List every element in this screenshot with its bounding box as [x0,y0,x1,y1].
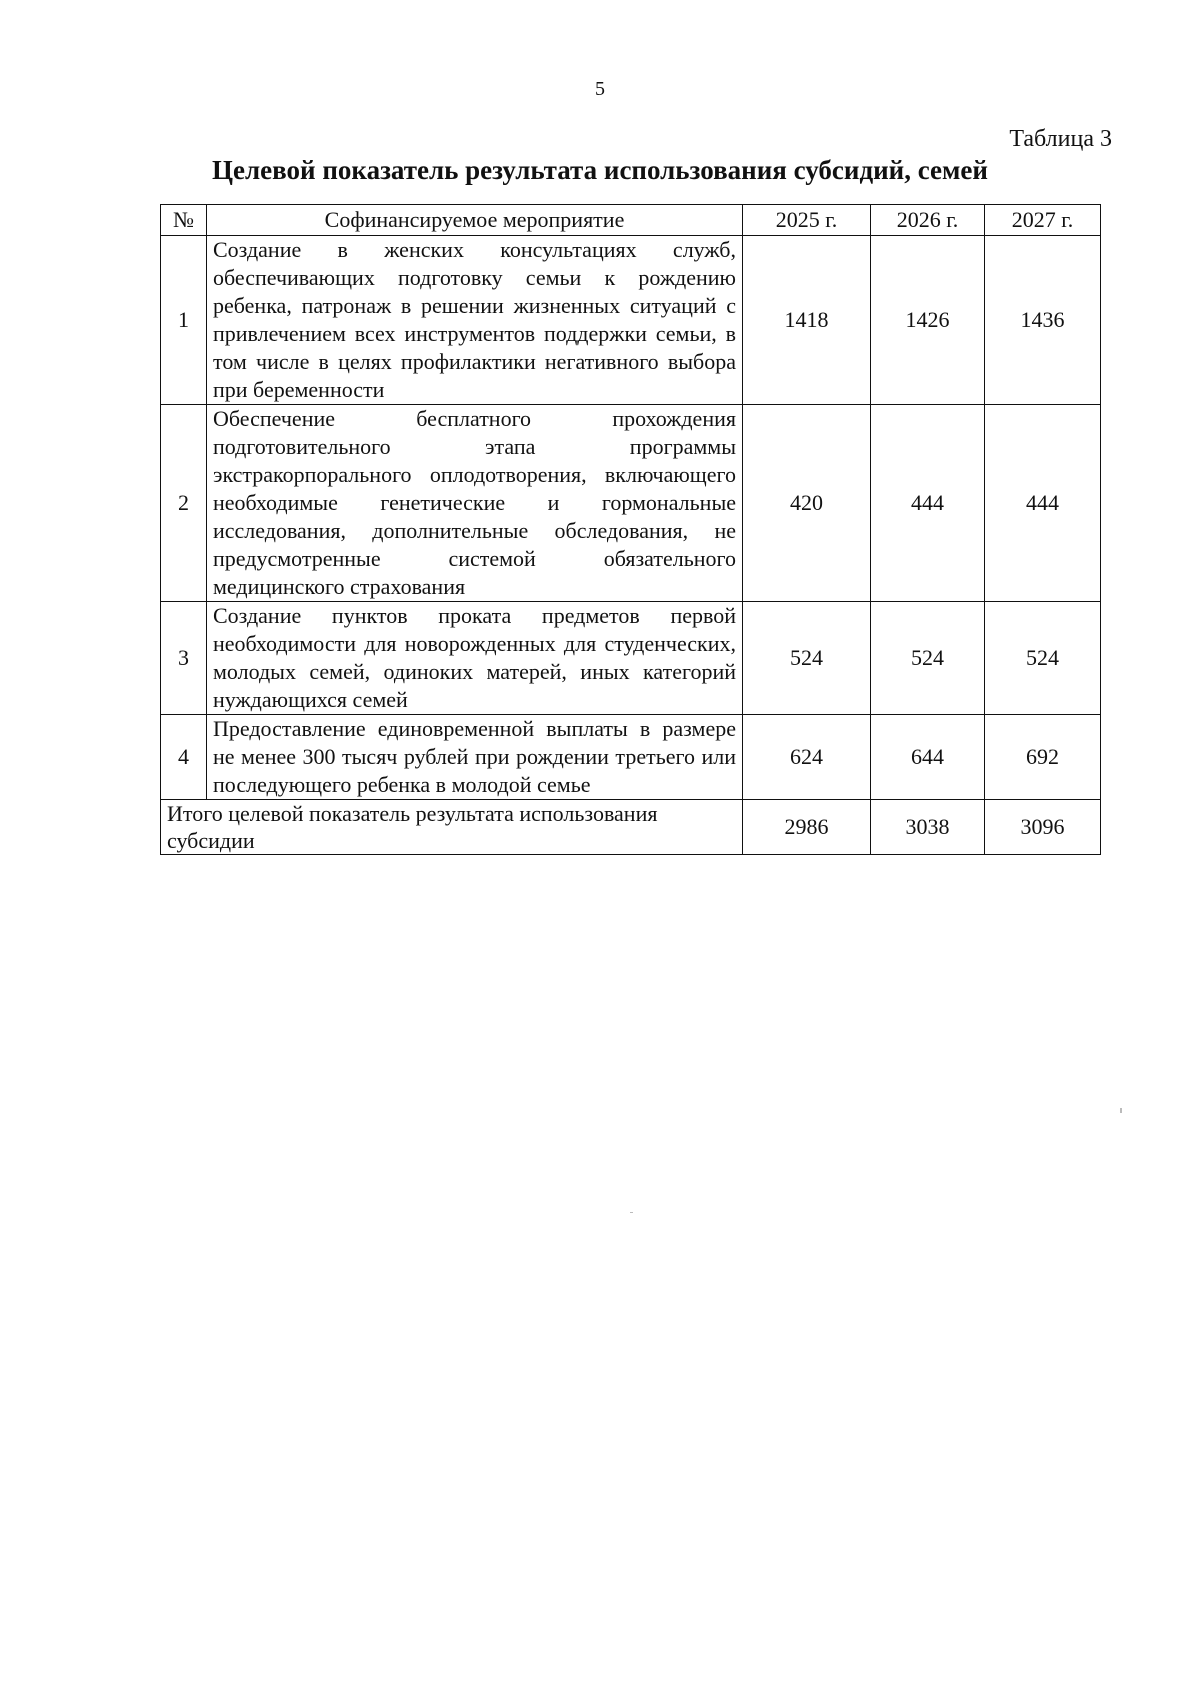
table-row [161,715,1101,800]
row-number: 2 [161,405,207,602]
row-value-2027: 692 [985,715,1101,800]
scan-speck [630,1212,633,1213]
row-number: 1 [161,236,207,405]
header-year-2027: 2027 г. [985,205,1101,236]
total-label: Итого целевой показатель результата использования субсидии [161,800,743,855]
total-value-2025: 2986 [743,800,871,855]
table-row [161,602,1101,715]
header-number: № [161,205,207,236]
table-header-row [161,205,1101,236]
page-number: 5 [595,78,605,100]
row-value-2026: 1426 [871,236,985,405]
row-value-2025: 420 [743,405,871,602]
row-value-2026: 444 [871,405,985,602]
row-value-2025: 624 [743,715,871,800]
row-activity: Создание пунктов проката предметов первой необходимости для новорожденных для студенческих, молодых семей, одиноких матерей, иных категорий нуждающихся семей [207,602,743,715]
row-activity: Предоставление единовременной выплаты в размере не менее 300 тысяч рублей при рождении третьего или последующего ребенка в молодой семье [207,715,743,800]
total-value-2027: 3096 [985,800,1101,855]
document-title: Целевой показатель результата использования субсидий, семей [212,155,988,185]
row-number: 4 [161,715,207,800]
row-value-2026: 524 [871,602,985,715]
row-value-2027: 524 [985,602,1101,715]
row-value-2025: 1418 [743,236,871,405]
scan-speck [1120,1108,1122,1113]
header-activity: Софинансируемое мероприятие [207,205,743,236]
table-total-row [161,800,1101,855]
row-value-2027: 444 [985,405,1101,602]
total-value-2026: 3038 [871,800,985,855]
row-value-2026: 644 [871,715,985,800]
table-label: Таблица 3 [1009,126,1112,152]
table-row [161,236,1101,405]
header-year-2025: 2025 г. [743,205,871,236]
target-indicator-table [160,204,1101,855]
row-number: 3 [161,602,207,715]
row-activity: Обеспечение бесплатного прохождения подготовительного этапа программы экстракорпорального оплодотворения, включающего необходимые генетические и гормональные исследования, дополнительные обследования, не предусмотренные системой обязательного медицинского страхования [207,405,743,602]
row-value-2027: 1436 [985,236,1101,405]
header-year-2026: 2026 г. [871,205,985,236]
table-row [161,405,1101,602]
row-activity: Создание в женских консультациях служб, обеспечивающих подготовку семьи к рождению ребенка, патронаж в решении жизненных ситуаций с привлечением всех инструментов поддержки семьи, в том числе в целях профилактики негативного выбора при беременности [207,236,743,405]
row-value-2025: 524 [743,602,871,715]
